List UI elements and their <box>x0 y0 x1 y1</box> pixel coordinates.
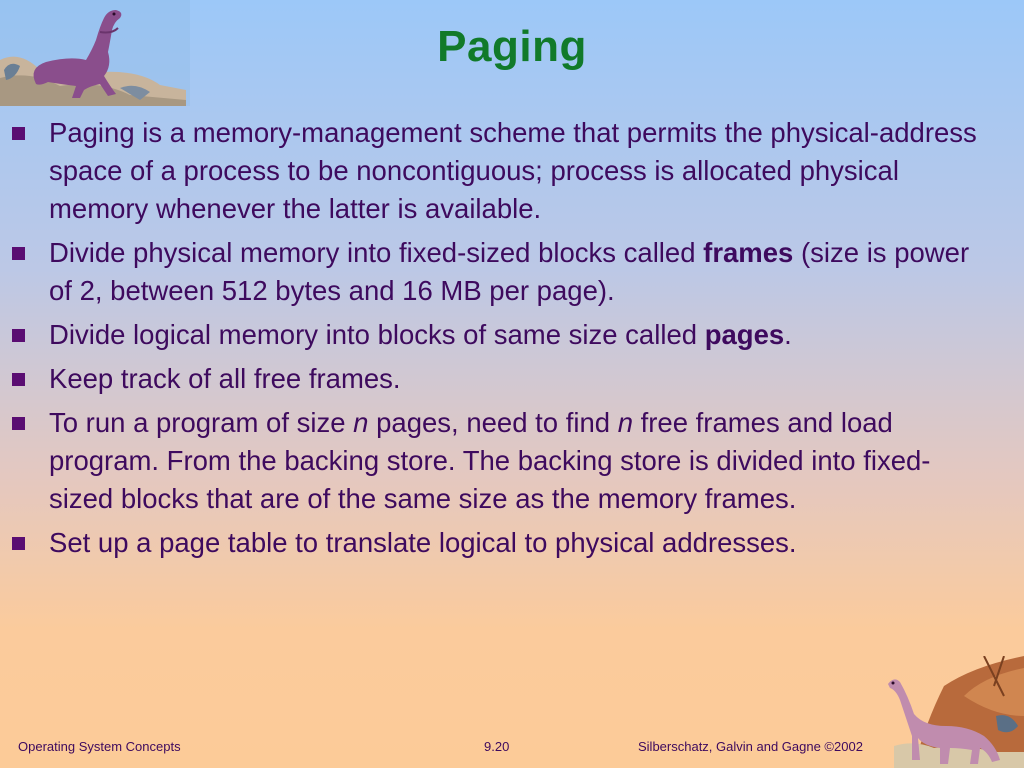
bullet-item <box>12 114 987 228</box>
square-bullet-icon <box>12 373 25 386</box>
bullet-text: To run a program of size <box>49 407 354 438</box>
footer-authors: Silberschatz, Galvin and Gagne ©2002 <box>638 739 863 754</box>
bullet-item <box>12 234 987 310</box>
slide-title: Paging <box>437 22 587 71</box>
bullet-text: . <box>784 319 792 350</box>
dinosaur-logo-bottom <box>884 656 1024 768</box>
bold-term: pages <box>704 319 785 350</box>
bullet-text: (size is power of 2, between 512 bytes and 16 MB per page). <box>49 237 970 306</box>
bullet-item <box>12 360 987 398</box>
bullet-text: Keep track of all free frames. <box>49 363 401 394</box>
bullet-text: Divide physical memory into fixed-sized blocks called <box>49 237 704 268</box>
bullet-item <box>12 404 987 518</box>
bullet-item <box>12 524 987 562</box>
square-bullet-icon <box>12 127 25 140</box>
square-bullet-icon <box>12 329 25 342</box>
bullet-text: Set up a page table to translate logical to physical addresses. <box>49 527 797 558</box>
bullet-list <box>12 114 987 568</box>
bullet-text: Divide logical memory into blocks of same size called <box>49 319 705 350</box>
footer-course: Operating System Concepts <box>18 739 181 754</box>
square-bullet-icon <box>12 537 25 550</box>
bullet-text: free frames and load program. From the backing store. The backing store is divided into fixed-sized blocks that are of the same size as the memory frames. <box>49 407 931 514</box>
bullet-text: pages, need to find <box>368 407 618 438</box>
footer-page-number: 9.20 <box>484 739 510 754</box>
bold-term: frames <box>703 237 794 268</box>
italic-var: n <box>617 407 633 438</box>
bullet-text: Paging is a memory-management scheme that permits the physical-address space of a process to be noncontiguous; process is allocated physical memory whenever the latter is available. <box>49 117 977 224</box>
square-bullet-icon <box>12 247 25 260</box>
bullet-item <box>12 316 987 354</box>
square-bullet-icon <box>12 417 25 430</box>
italic-var: n <box>353 407 369 438</box>
